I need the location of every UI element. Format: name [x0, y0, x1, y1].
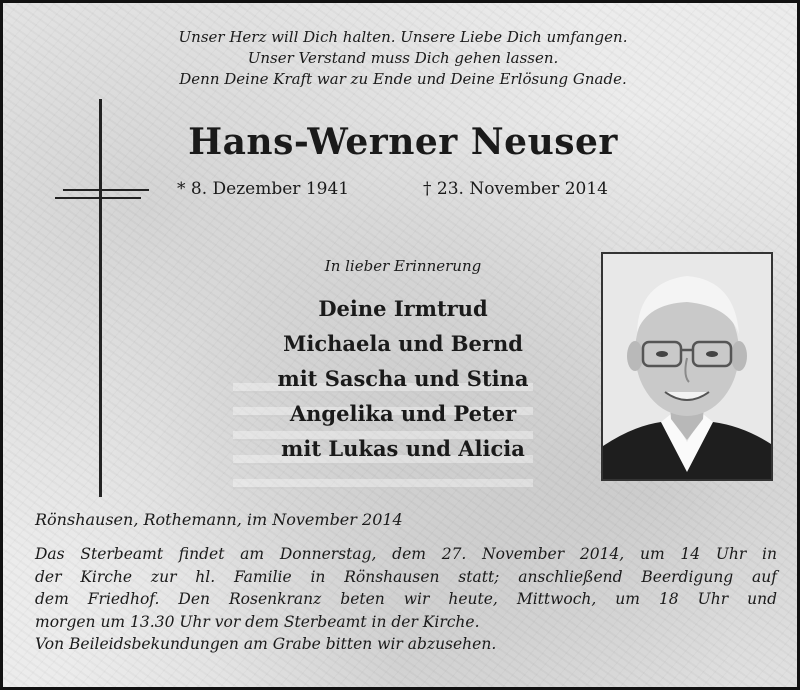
mourner-line: Michaela und Bernd	[283, 331, 523, 356]
details-line: dem Friedhof. Den Rosenkranz beten wir heute, Mittwoch, um 18 Uhr und	[35, 590, 777, 608]
details-line: der Kirche zur hl. Familie in Rönshausen statt; anschließend Beerdigung auf	[35, 567, 777, 586]
birth-date: * 8. Dezember 1941	[177, 179, 350, 199]
place-and-date: Rönshausen, Rothemann, im November 2014	[35, 510, 403, 529]
poem	[3, 27, 800, 90]
poem-line: Denn Deine Kraft war zu Ende und Deine Erlösung Gnade.	[179, 70, 627, 88]
poem-line: Unser Verstand muss Dich gehen lassen.	[247, 49, 559, 67]
service-details	[35, 543, 777, 656]
details-line: morgen um 13.30 Uhr vor dem Sterbeamt in der Kirche.	[35, 612, 480, 631]
details-line: Von Beileidsbekundungen am Grabe bitten wir abzusehen.	[35, 635, 497, 653]
death-date: † 23. November 2014	[423, 179, 608, 199]
mourners-list	[238, 291, 568, 466]
mourner-line: mit Sascha und Stina	[277, 366, 529, 391]
mourner-line: Deine Irmtrud	[318, 296, 488, 321]
mourner-line: mit Lukas und Alicia	[281, 436, 525, 461]
poem-line: Unser Herz will Dich halten. Unsere Liebe Dich umfangen.	[178, 28, 628, 46]
mourner-line: Angelika und Peter	[289, 401, 517, 426]
deceased-name: Hans-Werner Neuser	[188, 121, 618, 163]
portrait-image	[603, 254, 771, 479]
portrait-photo	[601, 252, 773, 481]
details-line: Das Sterbeamt findet am Donnerstag, dem 27. November 2014, um 14 Uhr in	[35, 545, 777, 563]
memory-intro: In lieber Erinnerung	[324, 257, 482, 275]
